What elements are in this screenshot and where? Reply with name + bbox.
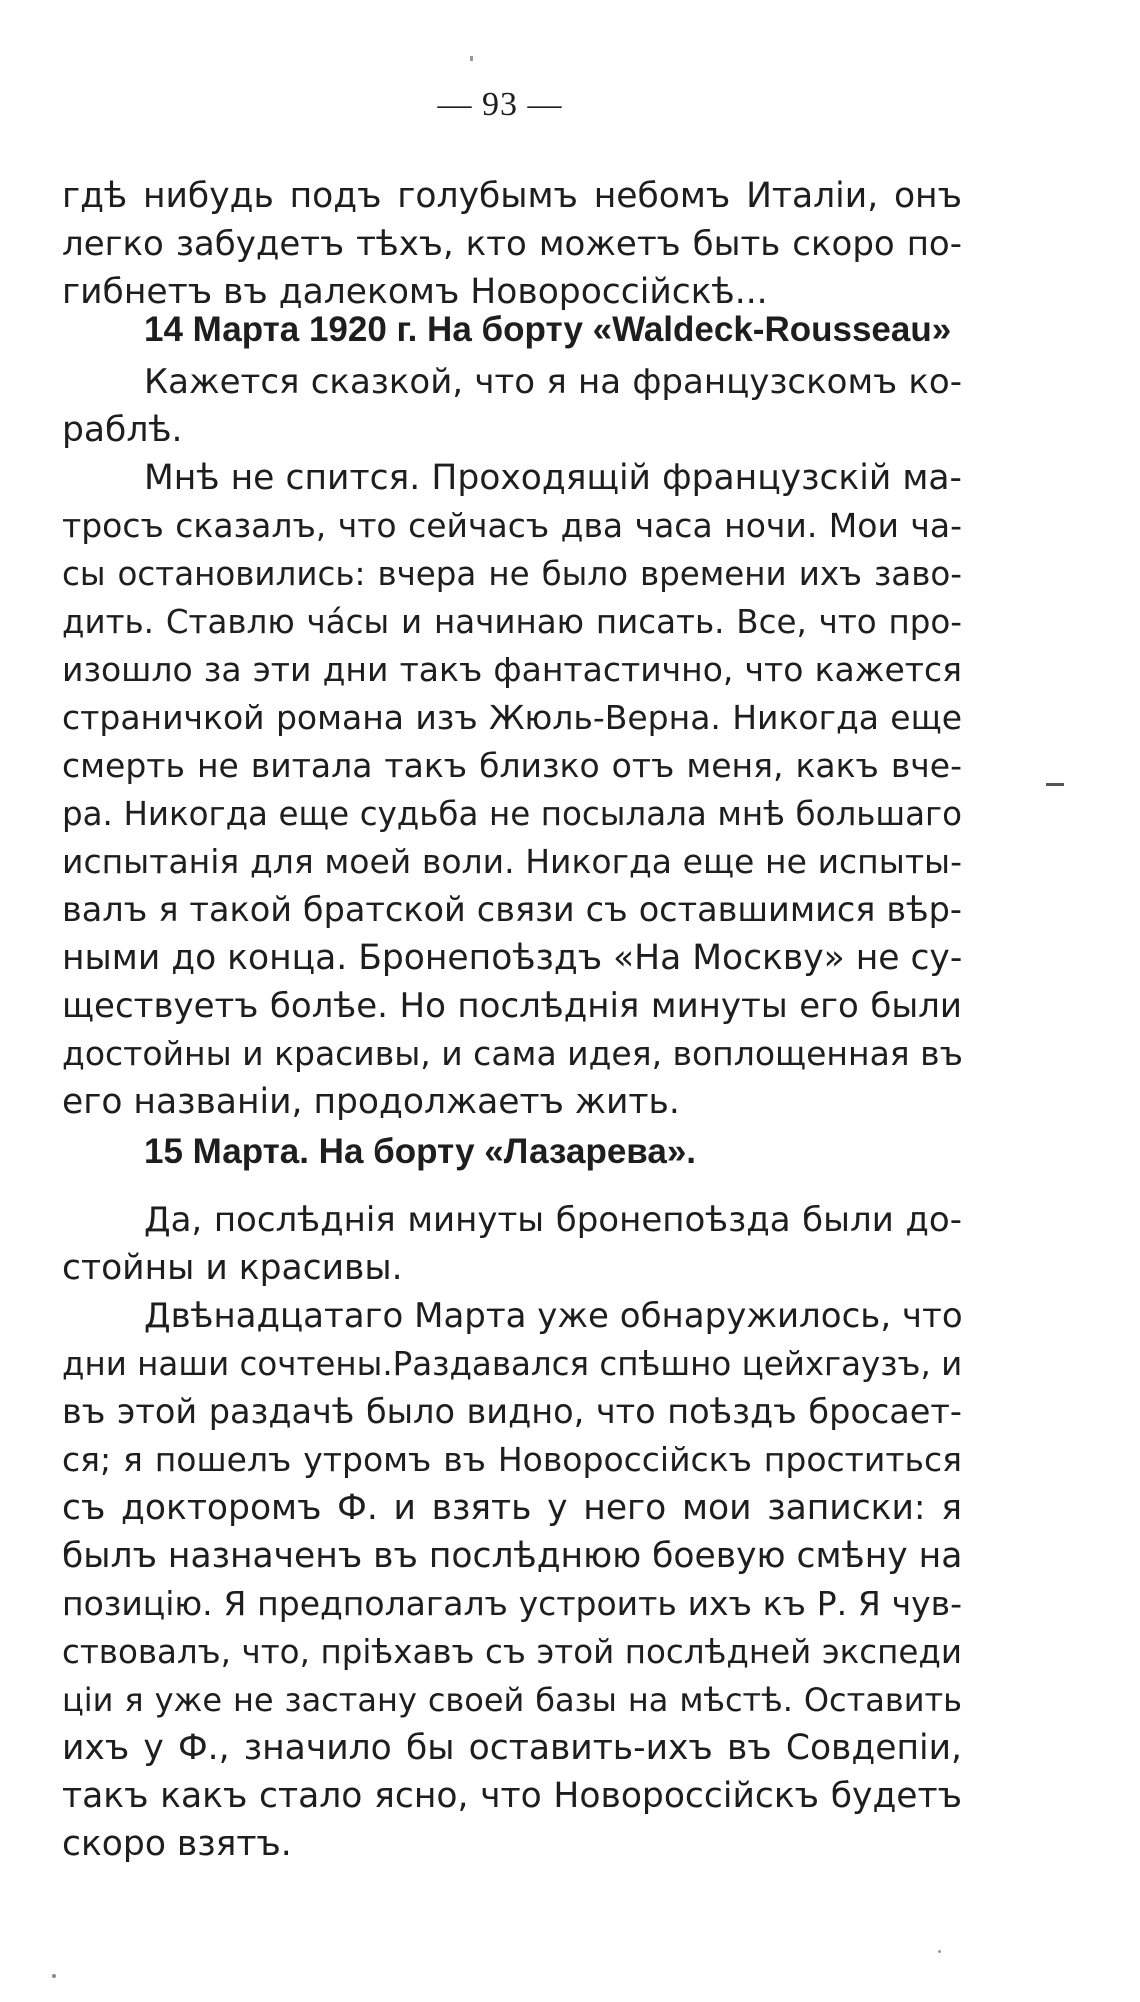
margin-dot-mark	[52, 1974, 56, 1978]
text-line: былъ назначенъ въ послѣднюю боевую смѣну на	[62, 1536, 963, 1576]
text-line: ихъ у Ф., значило бы оставить-ихъ въ Совдепіи,	[62, 1728, 962, 1768]
text-line: стойны и красивы.	[62, 1248, 403, 1288]
text-line: гибнетъ въ далекомъ Новороссійскѣ...	[62, 272, 768, 312]
text-line: въ этой раздачѣ было видно, что поѣздъ бросает-	[62, 1392, 962, 1431]
text-line: съ докторомъ Ф. и взять у него мои записки: я	[62, 1488, 962, 1528]
text-line: Мнѣ не спится. Проходящій французскій ма-	[144, 458, 962, 498]
text-line: легко забудетъ тѣхъ, кто можетъ быть скоро по-	[62, 224, 962, 264]
text-line: дни наши сочтены.Раздавался спѣшно цейхгаузъ, и	[62, 1345, 963, 1383]
text-line: ціи я уже не застану своей базы на мѣстѣ. Оставить	[62, 1681, 962, 1719]
text-line: его названіи, продолжаетъ жить.	[62, 1082, 680, 1122]
paper-speck	[470, 56, 473, 61]
text-line: Двѣнадцатаго Марта уже обнаружилось, что	[144, 1296, 963, 1336]
text-block-march-15	[62, 1196, 962, 1868]
text-line: валъ я такой братской связи съ оставшимися вѣр-	[62, 890, 962, 929]
text-line: позицію. Я предполагалъ устроить ихъ къ Р. Я чув-	[62, 1584, 962, 1623]
entry-heading-march-15: 15 Марта. На борту «Лазарева».	[144, 1132, 697, 1171]
text-line: гдѣ нибудь подъ голубымъ небомъ Италіи, онъ	[62, 176, 962, 216]
text-block-continuation	[62, 172, 962, 316]
text-line: смерть не витала такъ близко отъ меня, какъ вче-	[62, 746, 962, 785]
text-line: ществуетъ болѣе. Но послѣднія минуты его были	[62, 986, 962, 1026]
text-block-march-14	[62, 358, 962, 1126]
text-line: скоро взятъ.	[62, 1824, 292, 1864]
text-line: дить. Ставлю ча́сы и начинаю писать. Все, что про-	[62, 603, 962, 641]
text-line: Да, послѣднія минуты бронепоѣзда были до-	[144, 1200, 962, 1240]
text-line: ствовалъ, что, пріѣхавъ съ этой послѣдней экспеди	[62, 1633, 962, 1671]
margin-dash-mark	[1046, 783, 1064, 786]
text-line: тросъ сказалъ, что сейчасъ два часа ночи. Мои ча-	[62, 506, 962, 545]
entry-heading-march-14: 14 Марта 1920 г. На борту «Waldeck-Rousseau»	[144, 310, 952, 349]
text-line: ра. Никогда еще судьба не посылала мнѣ большаго	[62, 795, 962, 833]
margin-dot-mark	[938, 1950, 941, 1953]
text-line: достойны и красивы, и сама идея, воплощенная въ	[62, 1034, 963, 1073]
text-line: такъ какъ стало ясно, что Новороссійскъ будетъ	[62, 1776, 962, 1816]
text-line: страничкой романа изъ Жюль-Верна. Никогда еще	[62, 698, 962, 737]
text-line: сы остановились: вчера не было времени ихъ заво-	[62, 555, 962, 593]
text-line: изошло за эти дни такъ фантастично, что кажется	[62, 650, 962, 689]
text-line: ными до конца. Бронепоѣздъ «На Москву» не су-	[62, 938, 963, 978]
page-number: — 93 —	[437, 86, 563, 123]
text-line: Кажется сказкой, что я на французскомъ ко-	[144, 362, 962, 402]
text-line: раблѣ.	[62, 410, 183, 450]
text-line: ся; я пошелъ утромъ въ Новороссійскъ проститься	[62, 1440, 962, 1479]
text-line: испытанія для моей воли. Никогда еще не испыты-	[62, 842, 962, 881]
